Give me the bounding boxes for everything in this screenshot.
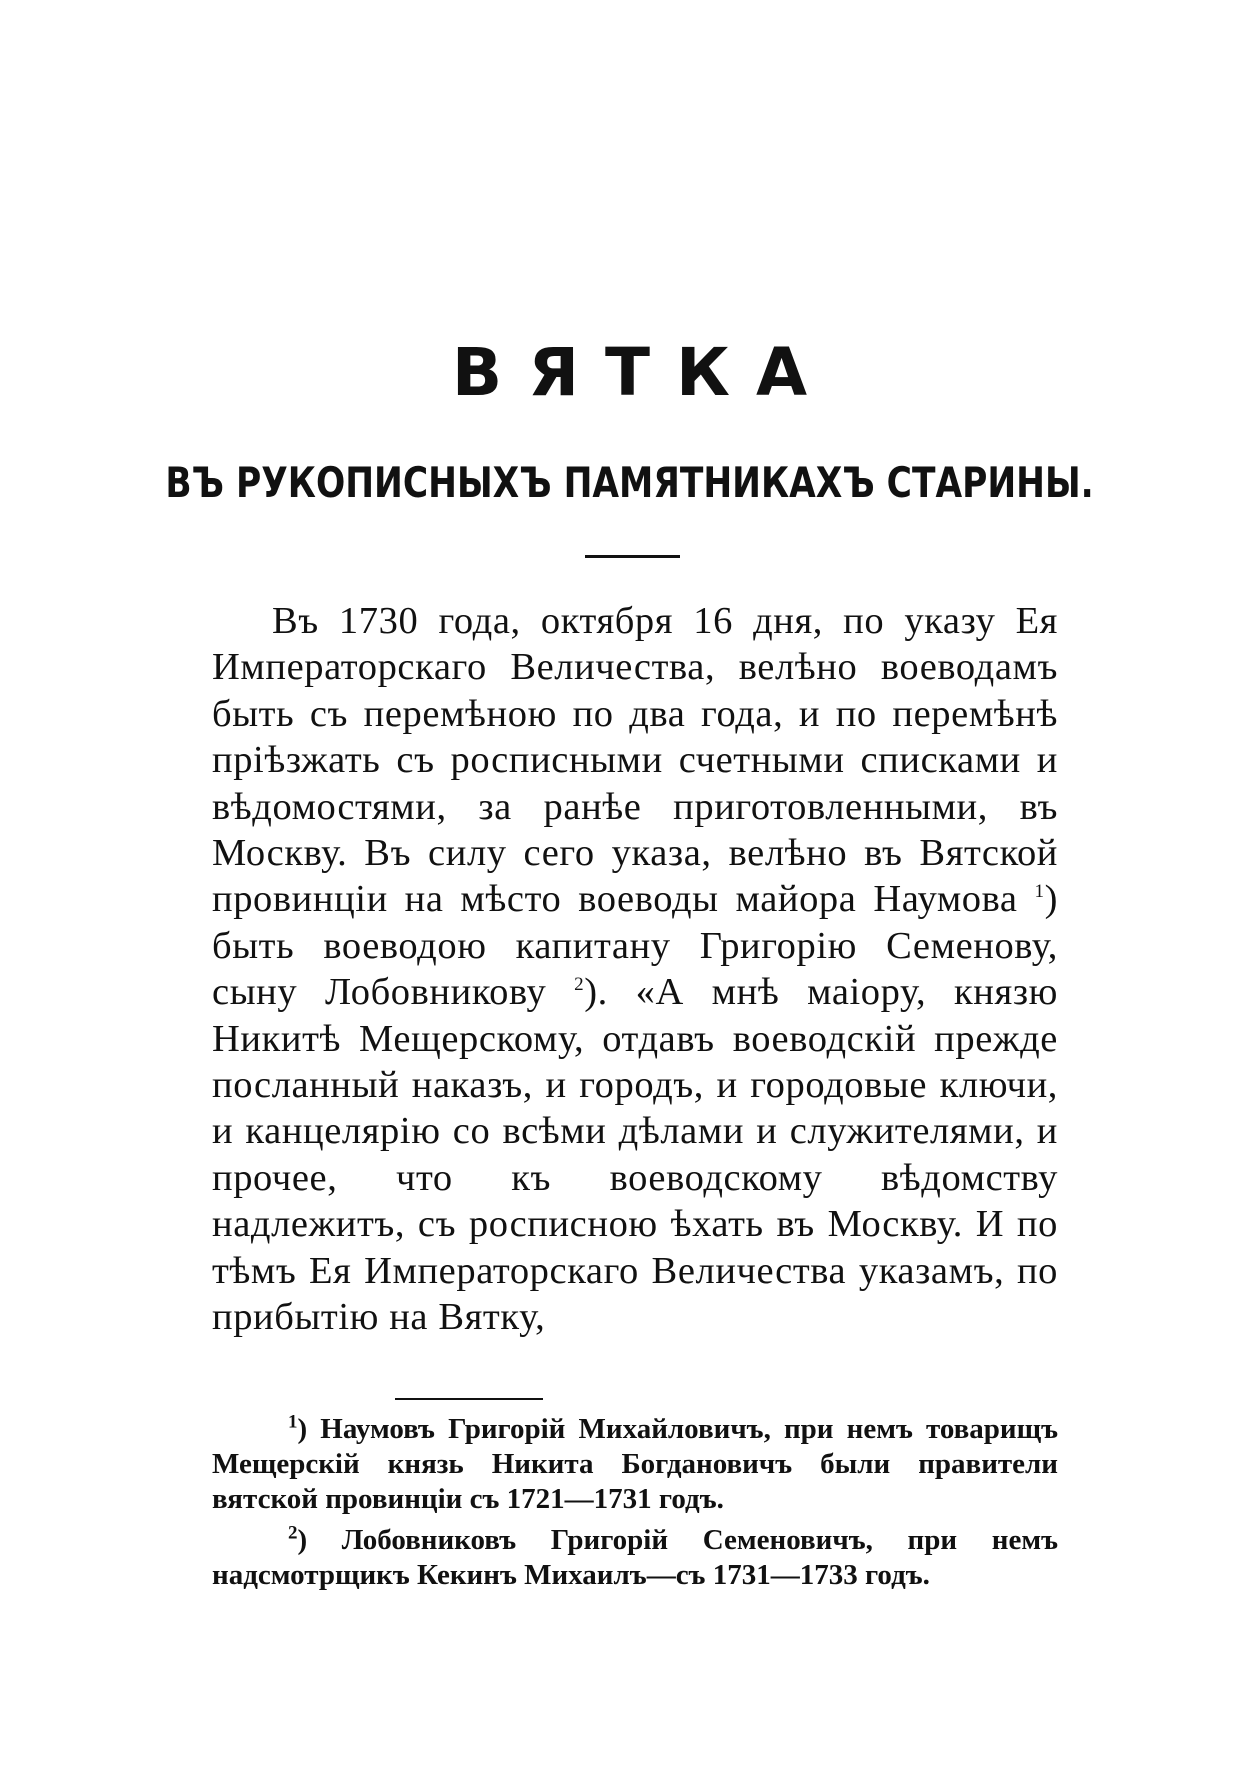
body-text-part-3: ). «А мнѣ маіору, князю Никитѣ Мещерскому, отдавъ воеводскій прежде посланный наказъ, и городъ, и городовые ключи, и канцелярію со всѣми дѣлами и служителями, и прочее, что къ воеводскому вѣдомству надлежитъ, съ росписною ѣхать въ Москву. И по тѣмъ Ея Императорскаго Величества указамъ, по прибытію на Вятку, [212, 971, 1058, 1339]
footnote-2 [212, 1523, 1058, 1593]
footnote-1-mark: 1 [288, 1411, 298, 1433]
footnotes [212, 1412, 1058, 1599]
footnote-ref-1: 1 [1034, 881, 1045, 903]
footnote-2-mark: 2 [288, 1522, 298, 1544]
footnote-ref-2: 2 [574, 974, 585, 996]
footnote-2-text: ) Лобовниковъ Григорій Семеновичъ, при немъ надсмотрщикъ Кекинъ Михаилъ—съ 1731—1733 годъ. [212, 1524, 1058, 1591]
footnote-1 [212, 1412, 1058, 1517]
body-paragraph [212, 598, 1058, 1341]
footnote-divider [395, 1398, 543, 1400]
page-subtitle: ВЪ РУКОПИСНЫХЪ ПАМЯТНИКАХЪ СТАРИНЫ. [165, 458, 1094, 507]
footnote-1-text: ) Наумовъ Григорій Михайловичъ, при немъ товарищъ Мещерскій князь Никита Богдановичъ были правители вятской провинціи съ 1721—1731 годъ. [212, 1413, 1058, 1515]
title-divider [585, 555, 680, 558]
page-title: ВЯТКА [451, 334, 834, 411]
body-text-part-2: ) быть воеводою капитану Григорію Семенову, сыну Лобовникову [212, 878, 1058, 1014]
body-text-part-1: Въ 1730 года, октября 16 дня, по указу Ея Императорскаго Величества, велѣно воеводамъ быть съ перемѣною по два года, и по перемѣнѣ пріѣзжать съ росписными счетными списками и вѣдомостями, за ранѣе приготовленными, въ Москву. Въ силу сего указа, велѣно въ Вятской провинціи на мѣсто воеводы майора Наумова [212, 600, 1058, 921]
